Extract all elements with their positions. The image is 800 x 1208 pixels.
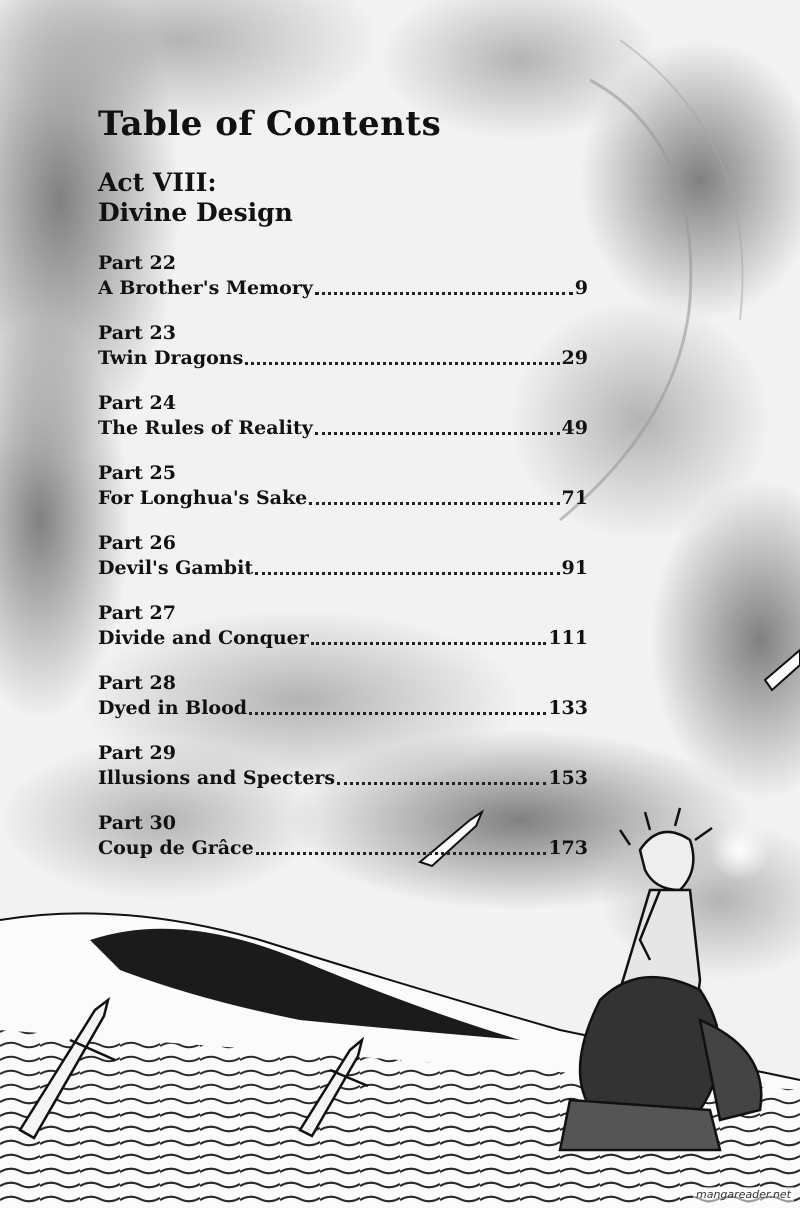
chapter-title: Illusions and Specters [98, 767, 336, 789]
dot-leader [255, 572, 559, 575]
toc-entry [98, 392, 588, 442]
act-heading [98, 168, 588, 228]
dot-leader [249, 712, 546, 715]
page-number: 111 [548, 627, 588, 649]
dot-leader [256, 852, 547, 855]
page-number: 49 [561, 417, 588, 439]
dot-leader [311, 642, 547, 645]
chapter-title: Dyed in Blood [98, 697, 248, 719]
dot-leader [309, 502, 559, 505]
chapter-line [98, 764, 588, 792]
chapter-line [98, 484, 588, 512]
chapter-title: Devil's Gambit [98, 557, 254, 579]
toc-entry [98, 252, 588, 302]
page-number: 173 [548, 837, 588, 859]
part-label: Part 26 [98, 532, 176, 554]
part-label: Part 30 [98, 812, 176, 834]
part-label: Part 22 [98, 252, 176, 274]
page-number: 91 [561, 557, 588, 579]
toc-entry [98, 602, 588, 652]
toc-entry [98, 672, 588, 722]
page-number: 29 [561, 347, 588, 369]
part-label: Part 27 [98, 602, 176, 624]
part-label: Part 29 [98, 742, 176, 764]
act-number: Act VIII: [98, 168, 217, 197]
dot-leader [245, 362, 559, 365]
dot-leader [337, 782, 546, 785]
act-title: Divine Design [98, 198, 293, 227]
table-of-contents [98, 104, 588, 882]
chapter-line [98, 624, 588, 652]
page-title: Table of Contents [98, 104, 442, 144]
chapter-title: Divide and Conquer [98, 627, 309, 649]
site-watermark: mangareader.net [693, 1187, 794, 1202]
part-label: Part 24 [98, 392, 176, 414]
part-label: Part 28 [98, 672, 176, 694]
chapter-line [98, 414, 588, 442]
chapter-line [98, 274, 588, 302]
toc-entry [98, 812, 588, 862]
toc-entry [98, 462, 588, 512]
chapter-title: The Rules of Reality [98, 417, 313, 439]
dot-leader [315, 432, 560, 435]
toc-entry [98, 322, 588, 372]
chapter-line [98, 834, 588, 862]
page-number: 9 [574, 277, 588, 299]
part-label: Part 23 [98, 322, 176, 344]
chapter-line [98, 554, 588, 582]
chapter-title: Twin Dragons [98, 347, 244, 369]
page-number: 153 [548, 767, 588, 789]
chapter-title: Coup de Grâce [98, 837, 254, 859]
page-number: 71 [561, 487, 588, 509]
dot-leader [315, 292, 573, 295]
chapter-line [98, 344, 588, 372]
toc-entry [98, 742, 588, 792]
chapter-title: For Longhua's Sake [98, 487, 308, 509]
toc-entry [98, 532, 588, 582]
chapter-title: A Brother's Memory [98, 277, 313, 299]
chapter-line [98, 694, 588, 722]
part-label: Part 25 [98, 462, 176, 484]
page-number: 133 [548, 697, 588, 719]
